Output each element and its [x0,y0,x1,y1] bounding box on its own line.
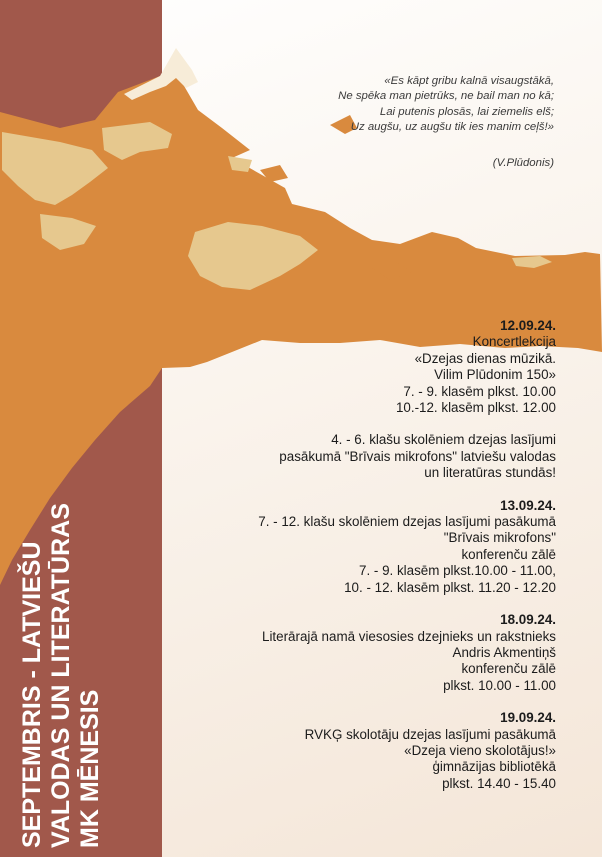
event-line: 10.-12. klasēm plkst. 12.00 [395,400,556,416]
event-line: konferenču zālē [461,661,556,677]
event-line: Koncertlekcija [472,334,556,350]
event-line: pasākumā "Brīvais mikrofons" latviešu valodas [279,448,556,464]
event-line: Literārajā namā viesosies dzejnieks un rakstnieks [262,628,556,644]
event-line: Andris Akmentiņš [452,644,556,660]
event-date: 18.09.24. [500,612,556,628]
event-item [258,710,556,792]
event-item [258,318,556,416]
title-line: MK MĒNESIS [76,689,104,848]
event-line: Vilim Plūdonim 150» [434,367,556,383]
event-line: 4. - 6. klašu skolēniem dzejas lasījumi [331,432,556,448]
event-line: un literatūras stundās! [424,465,556,481]
event-date: 13.09.24. [500,497,556,513]
poem-line: «Es kāpt gribu kalnā visaugstākā, [384,75,554,87]
poem-quote [338,74,554,171]
event-line: ģimnāzijas bibliotēkā [432,759,556,775]
title-line: SEPTEMBRIS - LATVIEŠU [18,541,46,848]
event-line: 7. - 9. klasēm plkst. 10.00 [403,383,556,399]
event-item [258,498,556,596]
vertical-title [18,28,105,848]
event-line: konferenču zālē [461,546,556,562]
poem-line: Lai putenis plosās, lai ziemelis elš; [379,105,554,118]
poem-author: (V.Plūdonis) [492,157,554,170]
event-line: «Dzeja vieno skolotājus!» [404,742,556,758]
event-line: plkst. 10.00 - 11.00 [443,677,556,693]
event-item [258,432,556,481]
title-line: VALODAS UN LITERATŪRAS [47,503,75,848]
poem-line: Ne spēka man pietrūks, ne bail man no kā; [338,90,554,103]
event-line: RVKĢ skolotāju dzejas lasījumi pasākumā [304,726,556,742]
event-date: 19.09.24. [500,710,556,726]
event-line: "Brīvais mikrofons" [443,530,556,546]
event-line: 7. - 12. klašu skolēniem dzejas lasījumi pasākumā [258,514,556,530]
event-line: 10. - 12. klasēm plkst. 11.20 - 12.20 [344,579,556,595]
event-line: «Dzejas dienas mūzikā. [414,350,556,366]
event-date: 12.09.24. [500,318,556,333]
event-line: 7. - 9. klasēm plkst.10.00 - 11.00, [359,563,556,579]
event-list [258,318,556,808]
poem-line: Uz augšu, uz augšu tik ies manim ceļš!» [350,120,554,133]
event-line: plkst. 14.40 - 15.40 [442,775,556,791]
event-item [258,612,556,694]
